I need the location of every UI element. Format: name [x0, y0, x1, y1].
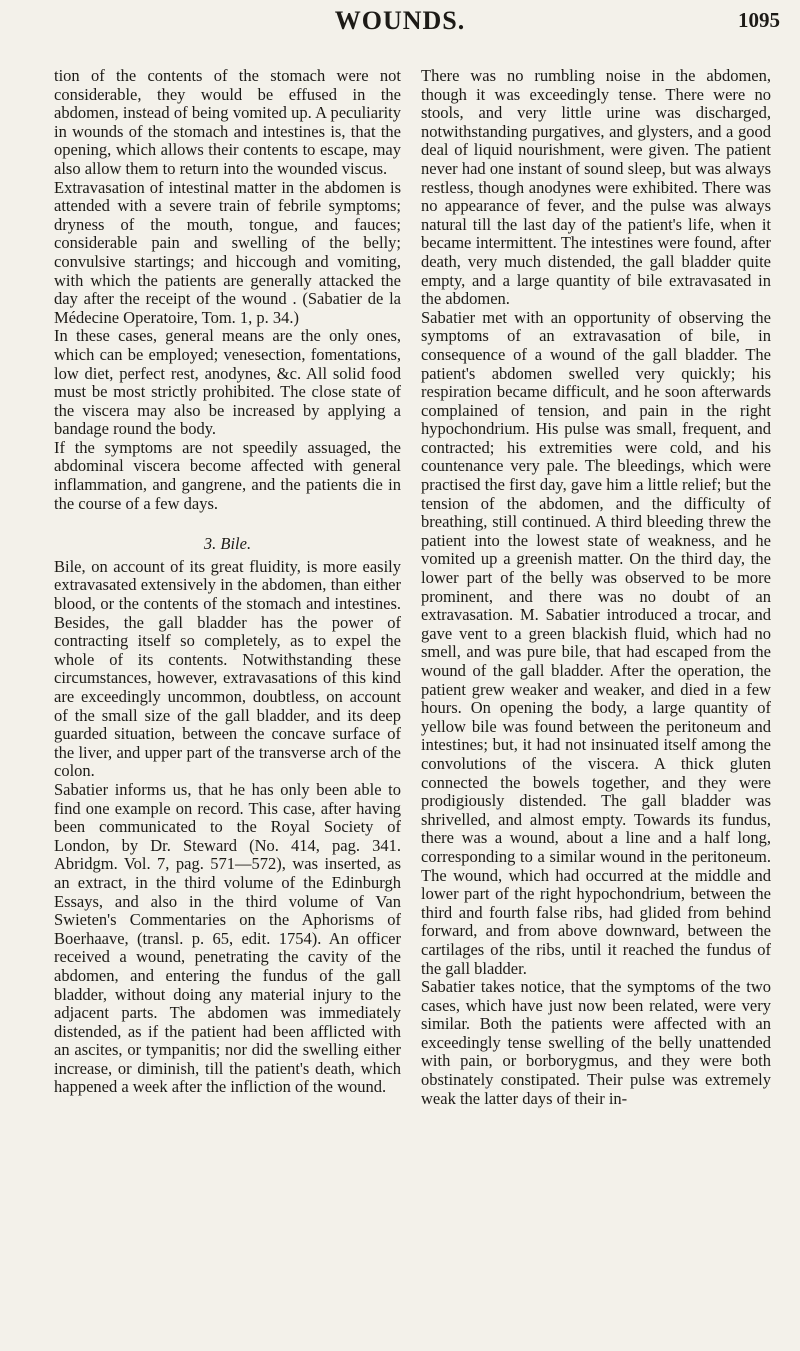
- page-number: 1095: [738, 8, 780, 32]
- paragraph: If the symptoms are not speedily assuaged, the abdominal viscera become affected with general inflammation, and gangrene, and the patients die in the course of a few days.: [54, 437, 401, 513]
- left-column: [54, 67, 401, 1097]
- section-heading: 3. Bile.: [203, 534, 252, 554]
- paragraph: In these cases, general means are the only ones, which can be employed; venesection, fomentations, low diet, perfect rest, anodynes, &c. All solid food must be most strictly prohibited. The close state of the viscera may also be increased by applying a bandage round the body.: [54, 326, 401, 439]
- paragraph: Sabatier informs us, that he has only been able to find one example on record. This case, after having been communicated to the Royal Society of London, by Dr. Steward (No. 414, pag. 341. Abridgm. Vol. 7, pag. 571—572), was inserted, as an extract, in the third volume of the Edinburgh Essays, and also in the third volume of Van Swieten's Commentaries on the Aphorisms of Boerhaave, (transl. p. 65, edit. 1754). An officer received a wound, penetrating the cavity of the abdomen, and entering the fundus of the gall bladder, without doing any material injury to the adjacent parts. The abdomen was immediately distended, as if the patient had been afflicted with an ascites, or tympanitis; nor did the swelling either increase, or diminish, till the patient's death, which happened a week after the infliction of the wound.: [54, 779, 401, 1097]
- paragraph: Sabatier takes notice, that the symptoms of the two cases, which have just now been related, were very similar. Both the patients were affected with an exceedingly tense swelling of the belly unattended with pain, or borborygmus, and they were both obstinately constipated. Their pulse was extremely weak the latter days of their in-: [421, 977, 771, 1108]
- paragraph: tion of the contents of the stomach were not considerable, they would be effused in the abdomen, instead of being vomited up. A peculiarity in wounds of the stomach and intestines is, that the opening, which allows their contents to escape, may also allow them to return into the wounded viscus.: [54, 66, 401, 178]
- right-column: [421, 67, 771, 1108]
- paragraph: Extravasation of intestinal matter in the abdomen is attended with a severe train of febrile symptoms; dryness of the mouth, tongue, and fauces; considerable pain and swelling of the belly; convulsive startings; and hiccough and vomiting, with which the patients are generally attacked the day after the receipt of the wound . (Sabatier de la Médecine Operatoire, Tom. 1, p. 34.): [54, 177, 401, 327]
- paragraph: There was no rumbling noise in the abdomen, though it was exceedingly tense. There were no stools, and very little urine was discharged, notwithstanding purgatives, and glysters, and a good deal of liquid nourishment, were given. The patient never had one instant of sound sleep, but was always restless, though anodynes were exhibited. There was no appearance of fever, and the pulse was always natural till the last day of the patient's life, when it became intermittent. The intestines were found, after death, very much distended, the gall bladder quite empty, and a large quantity of bile extravasated in the abdomen.: [421, 66, 771, 309]
- paragraph: Bile, on account of its great fluidity, is more easily extravasated extensively in the abdomen, than either blood, or the contents of the stomach and intestines. Besides, the gall bladder has the power of contracting itself so completely, as to expel the whole of its contents. Notwithstanding these circumstances, however, extravasations of this kind are exceedingly uncommon, doubtless, on account of the small size of the gall bladder, and its deep guarded situation, between the concave surface of the liver, and upper part of the transverse arch of the colon.: [54, 556, 401, 781]
- paragraph: Sabatier met with an opportunity of observing the symptoms of an extravasation of bile, in consequence of a wound of the gall bladder. The patient's abdomen swelled very quickly; his respiration became difficult, and he soon afterwards complained of tension, and pain in the right hypochondrium. His pulse was small, frequent, and contracted; his extremities were cold, and his countenance very pale. The bleedings, which were practised the first day, gave him a little relief; but the tension of the abdomen, and the difficulty of breathing, still continued. A third bleeding threw the patient into the lowest state of weakness, and he vomited up a greenish matter. On the third day, the lower part of the belly was observed to be more prominent, and there was no doubt of an extravasation. M. Sabatier introduced a trocar, and gave vent to a green blackish fluid, which had no smell, and was pure bile, that had escaped from the wound of the gall bladder. After the operation, the patient grew weaker and weaker, and died in a few hours. On opening the body, a large quantity of yellow bile was found between the peritoneum and intestines; but, it had not insinuated itself among the convolutions of the viscera. A thick gluten connected the bowels together, and they were prodigiously distended. The gall bladder was shrivelled, and almost empty. Towards its fundus, there was a wound, about a line and a half long, corresponding to a similar wound in the peritoneum. The wound, which had occurred at the middle and lower part of the right hypochondrium, between the third and fourth false ribs, had glided from behind forward, and from above downward, between the cartilages of the ribs, until it reached the fundus of the gall bladder.: [421, 307, 771, 978]
- running-title: WOUNDS.: [334, 6, 466, 35]
- page-header: [0, 0, 800, 60]
